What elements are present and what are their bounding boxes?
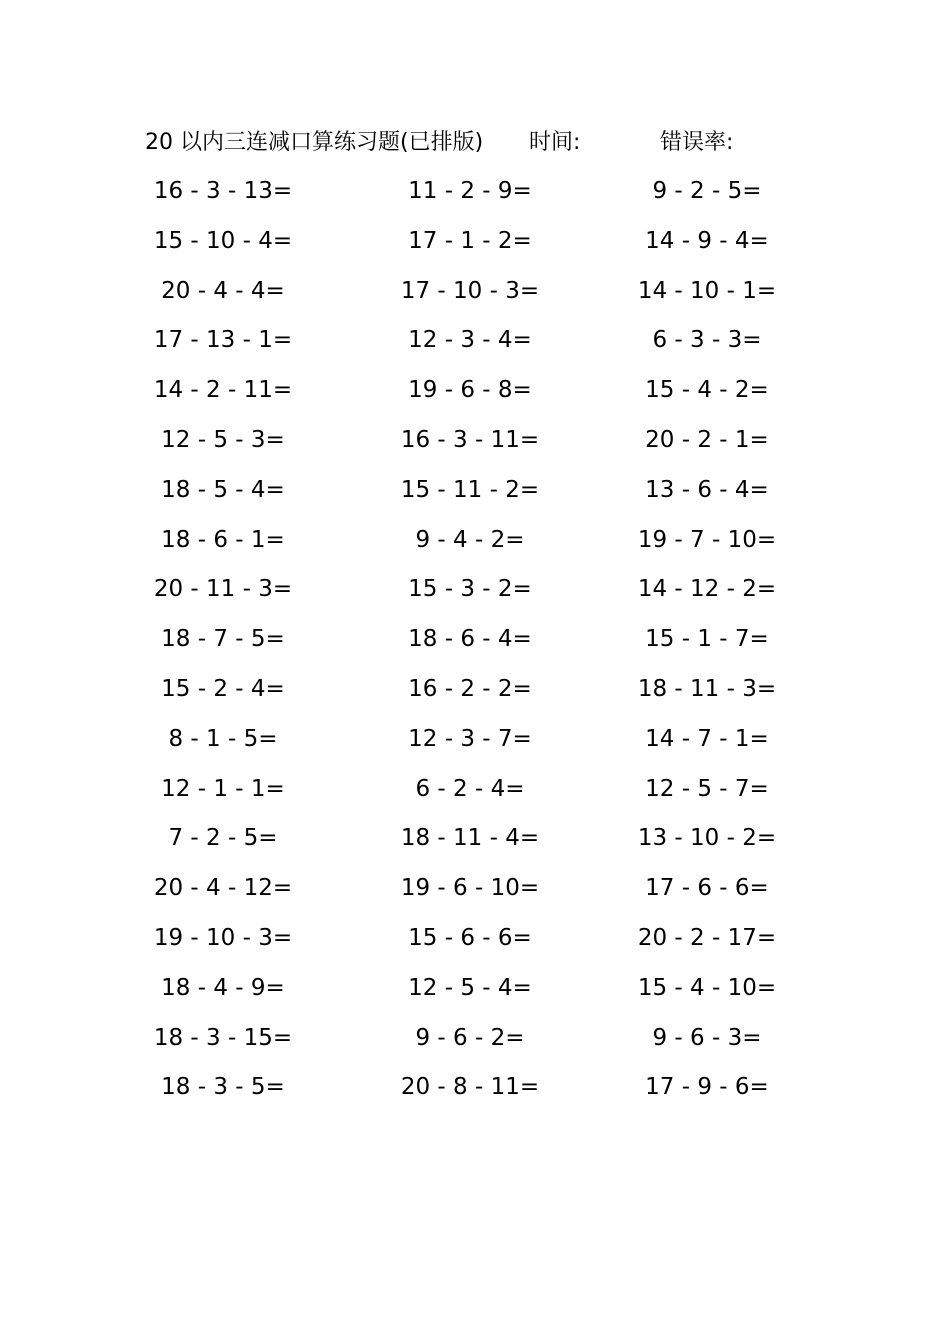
problem-row [0,1021,950,1071]
problem-item: 9 - 6 - 2= [415,1024,525,1051]
problem-item: 12 - 3 - 4= [408,327,532,354]
problem-item: 11 - 2 - 9= [408,178,532,204]
problem-item: 9 - 2 - 5= [652,178,762,204]
problem-item: 15 - 1 - 7= [645,626,769,653]
problem-item: 18 - 11 - 3= [637,675,777,702]
problem-item: 17 - 10 - 3= [400,277,540,304]
worksheet-header [0,126,950,160]
problem-item: 20 - 11 - 3= [153,576,293,603]
problem-item: 15 - 4 - 10= [637,974,777,1001]
problem-item: 18 - 3 - 5= [161,1074,285,1101]
problem-row [0,1070,950,1120]
problem-grid [0,174,950,1120]
problem-item: 17 - 9 - 6= [645,1074,769,1101]
problem-item: 12 - 5 - 4= [408,974,532,1001]
problem-item: 7 - 2 - 5= [168,825,278,852]
problem-row [0,323,950,373]
problem-item: 19 - 10 - 3= [153,924,293,951]
problem-item: 17 - 6 - 6= [645,875,769,902]
problem-row [0,622,950,672]
problem-item: 19 - 7 - 10= [637,526,777,553]
problem-item: 16 - 2 - 2= [408,675,532,702]
problem-item: 20 - 4 - 12= [153,875,293,902]
problem-row [0,821,950,871]
problem-item: 6 - 3 - 3= [652,327,762,354]
problem-row [0,672,950,722]
problem-item: 19 - 6 - 10= [400,875,540,902]
problem-row [0,971,950,1021]
problem-item: 9 - 6 - 3= [652,1024,762,1051]
problem-row [0,722,950,772]
problem-row [0,373,950,423]
problem-item: 18 - 7 - 5= [161,626,285,653]
problem-row [0,174,950,224]
problem-item: 18 - 6 - 4= [408,626,532,653]
problem-item: 9 - 4 - 2= [415,526,525,553]
problem-item: 18 - 6 - 1= [161,526,285,553]
problem-item: 14 - 7 - 1= [645,725,769,752]
problem-row [0,473,950,523]
problem-row [0,274,950,324]
problem-item: 16 - 3 - 13= [153,178,293,204]
problem-item: 16 - 3 - 11= [400,426,540,453]
problem-item: 14 - 9 - 4= [645,227,769,254]
error-rate-label: 错误率: [660,130,734,155]
problem-row [0,921,950,971]
problem-item: 18 - 11 - 4= [400,825,540,852]
problem-item: 20 - 2 - 1= [645,426,769,453]
problem-row [0,871,950,921]
problem-item: 12 - 3 - 7= [408,725,532,752]
problem-item: 19 - 6 - 8= [408,377,532,404]
time-label: 时间: [529,130,581,155]
problem-item: 20 - 4 - 4= [161,277,285,304]
problem-row [0,772,950,822]
problem-item: 12 - 5 - 7= [645,775,769,802]
problem-item: 12 - 1 - 1= [161,775,285,802]
problem-item: 18 - 5 - 4= [161,476,285,503]
problem-item: 8 - 1 - 5= [168,725,278,752]
problem-item: 14 - 12 - 2= [637,576,777,603]
problem-item: 14 - 10 - 1= [637,277,777,304]
problem-item: 13 - 10 - 2= [637,825,777,852]
worksheet-title: 20 以内三连减口算练习题(已排版) [145,130,484,155]
problem-item: 15 - 10 - 4= [153,227,293,254]
problem-item: 20 - 2 - 17= [637,924,777,951]
problem-item: 13 - 6 - 4= [645,476,769,503]
problem-row [0,572,950,622]
problem-item: 15 - 3 - 2= [408,576,532,603]
problem-item: 15 - 2 - 4= [161,675,285,702]
problem-row [0,224,950,274]
problem-item: 15 - 4 - 2= [645,377,769,404]
problem-item: 18 - 4 - 9= [161,974,285,1001]
problem-item: 6 - 2 - 4= [415,775,525,802]
problem-row [0,523,950,573]
problem-row [0,423,950,473]
problem-item: 15 - 6 - 6= [408,924,532,951]
problem-item: 12 - 5 - 3= [161,426,285,453]
problem-item: 14 - 2 - 11= [153,377,293,404]
problem-item: 20 - 8 - 11= [400,1074,540,1101]
problem-item: 15 - 11 - 2= [400,476,540,503]
problem-item: 17 - 1 - 2= [408,227,532,254]
problem-item: 18 - 3 - 15= [153,1024,293,1051]
problem-item: 17 - 13 - 1= [153,327,293,354]
